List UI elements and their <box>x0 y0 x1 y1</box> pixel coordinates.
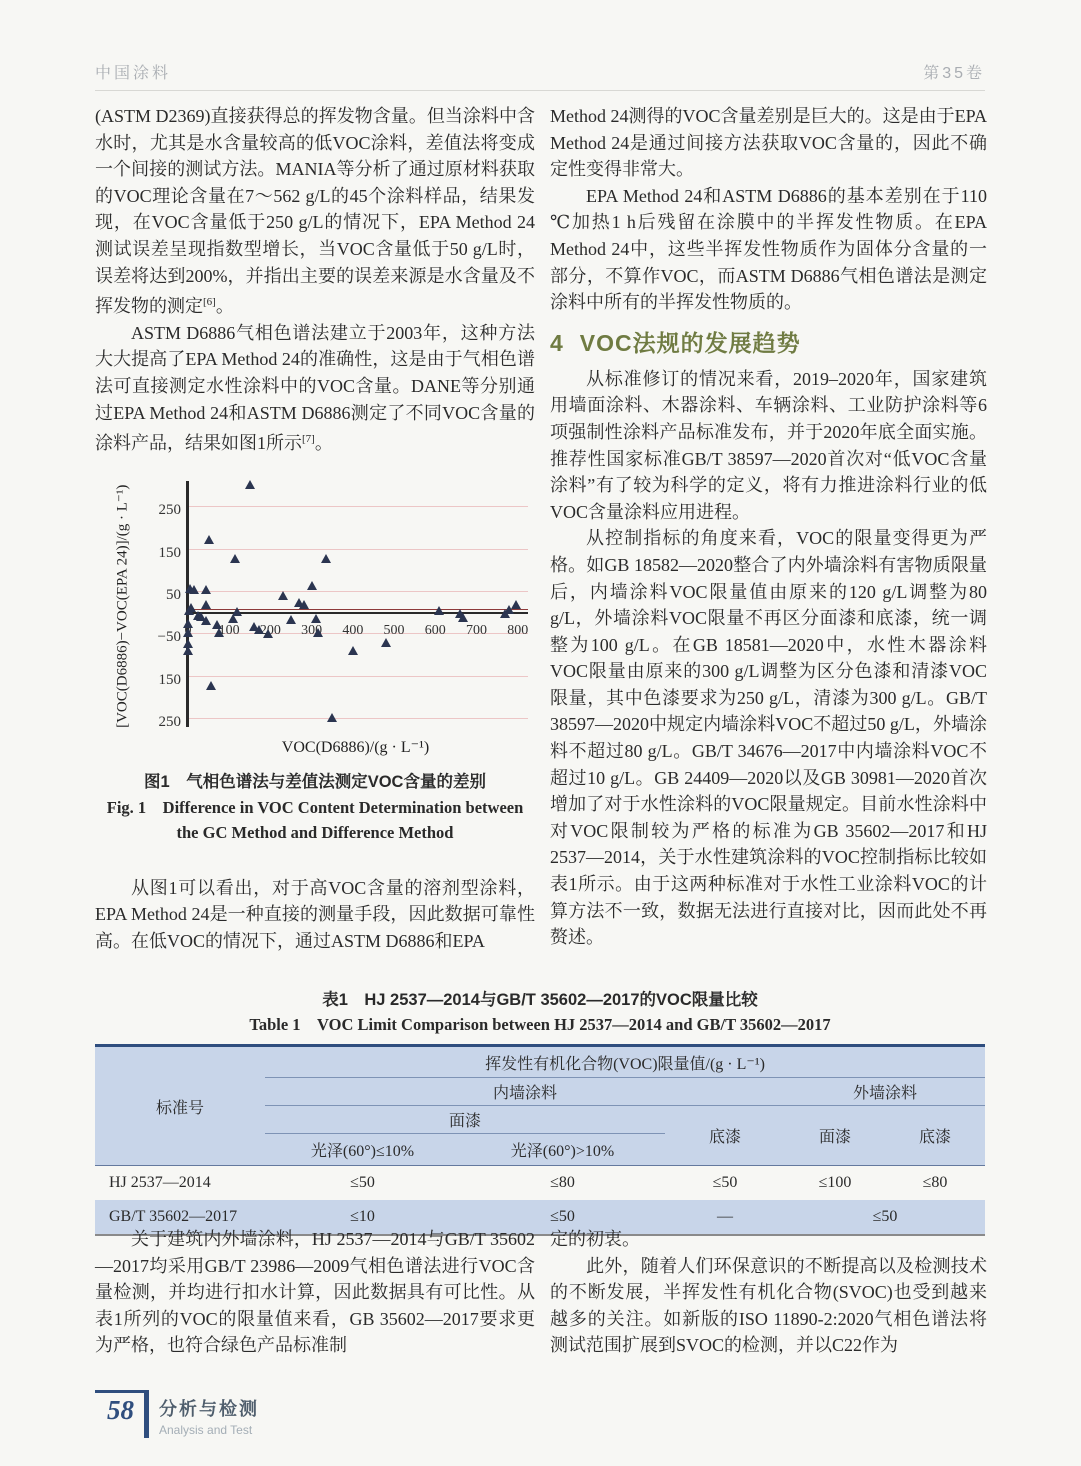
data-point-triangle <box>434 606 444 615</box>
header-gloss-low: 光泽(60°)≤10% <box>265 1134 460 1166</box>
paragraph-text: 。 <box>215 296 234 317</box>
header-exterior: 外墙涂料 <box>785 1078 985 1106</box>
cell-value: ≤50 <box>550 1208 575 1225</box>
table1-section <box>95 988 985 1236</box>
paragraph <box>95 320 535 457</box>
page-header <box>95 60 985 83</box>
data-point-triangle <box>458 613 468 622</box>
paragraph-text: ASTM D6886气相色谱法建立于2003年，这种方法大大提高了EPA Method 24的准确性，这是由于气相色谱法可直接测定水性涂料中的VOC含量。DANE等分别通过EPA Method 24和ASTM D6886测定了不同VOC含量的涂料产品，结果如图1所示 <box>95 322 535 454</box>
table-header <box>95 1046 985 1166</box>
paragraph: 从控制指标的角度来看，VOC的限量变得更为严格。如GB 18582—2020整合了内外墙涂料有害物质限量后，内墙涂料VOC限量值由原来的120 g/L调整为80 g/L，外墙涂料VOC限量不再区分面漆和底漆，统一调整为100 g/L。在GB 18581—2020中，水性木器涂料VOC限量由原来的300 g/L调整为区分色漆和清漆VOC限量，其中色漆要求为250 g/L，清漆为300 g/L。GB/T 38597—2020中规定内墙涂料VOC不超过50 g/L，外墙涂料不超过80 g/L。GB/T 34676—2017中内墙涂料VOC不超过10 g/L。GB 24409—2020以及GB 30981—2020首次增加了对于水性涂料的VOC限量规定。目前水性涂料中对VOC限制较为严格的标准为GB 35602—2017和HJ 2537—2014，关于水性建筑涂料的VOC控制指标比较如表1所示。由于这两种标准对于水性工业涂料VOC的计算方法不一致，数据无法进行直接对比，因而此处不再赘述。 <box>550 528 987 948</box>
section-title: VOC法规的发展趋势 <box>579 329 801 356</box>
paragraph: 定的初衷。 <box>550 1229 640 1249</box>
cell-value: ≤50 <box>872 1208 898 1225</box>
page-footer <box>95 1390 259 1438</box>
grid-line <box>188 549 528 550</box>
x-tick-label: 700 <box>465 623 487 639</box>
footer-section-zh: 分析与检测 <box>159 1399 259 1419</box>
cell-value: ≤80 <box>922 1174 948 1191</box>
data-point-triangle <box>183 619 193 628</box>
data-point-triangle <box>263 629 273 638</box>
header-gloss-high: 光泽(60°)>10% <box>460 1134 665 1166</box>
paragraph-text: (ASTM D2369)直接获得总的挥发物含量。但当涂料中含水时，尤其是水含量较高的低VOC涂料，差值法将变成一个间接的测试方法。MANIA等分析了通过原材料获取的VOC理论含量在7～562 g/L的45个涂料样品，结果发现，在VOC含量低于250 g/L的情况下，EPA Method 24测试误差呈现指数型增长，当VOC含量低于50 g/L时，误差将达到200%，并指出主要的误差来源是水含量及不挥发物的测定 <box>95 106 535 317</box>
cell-standard: GB/T 35602—2017 <box>109 1208 238 1225</box>
figure-caption <box>95 769 535 845</box>
header-ext-primer: 底漆 <box>885 1106 985 1166</box>
paragraph-text: 。 <box>314 433 333 454</box>
data-point-triangle <box>321 554 331 563</box>
data-point-triangle <box>204 535 214 544</box>
data-point-triangle <box>228 614 238 623</box>
y-tick-label: 50 <box>166 586 181 603</box>
data-point-triangle <box>348 646 358 655</box>
x-tick-label: 500 <box>383 623 405 639</box>
paragraph: 从图1可以看出，对于高VOC含量的溶剂型涂料，EPA Method 24是一种直接的测量手段，因此数据可靠性高。在低VOC的情况下，通过ASTM D6886和EPA <box>95 877 535 951</box>
data-point-triangle <box>245 480 255 489</box>
header-ext-topcoat: 面漆 <box>785 1106 885 1166</box>
data-point-triangle <box>201 585 211 594</box>
citation-ref: [6] <box>203 296 216 309</box>
data-point-triangle <box>313 628 323 637</box>
y-tick-label: 150 <box>158 544 181 561</box>
table-row <box>95 1166 985 1201</box>
data-point-triangle <box>286 615 296 624</box>
bottom-left-column <box>95 1226 535 1359</box>
grid-line <box>188 591 528 592</box>
left-column <box>95 103 535 955</box>
section-heading-4 <box>550 328 987 358</box>
cell-standard: HJ 2537—2014 <box>109 1174 211 1191</box>
header-primer: 底漆 <box>665 1106 785 1166</box>
figure-caption-en-line2: the GC Method and Difference Method <box>176 822 454 842</box>
chart-x-axis-title: VOC(D6886)/(g · L⁻¹) <box>281 738 430 756</box>
section-number: 4 <box>550 329 564 356</box>
cell-value: ≤100 <box>818 1174 852 1191</box>
page-number-box <box>95 1390 149 1438</box>
data-point-triangle <box>307 581 317 590</box>
data-point-triangle <box>230 554 240 563</box>
data-point-triangle <box>206 681 216 690</box>
y-tick-label: −50 <box>157 629 181 646</box>
data-point-triangle <box>201 600 211 609</box>
data-point-triangle <box>214 628 224 637</box>
paragraph: 此外，随着人们环保意识的不断提高以及检测技术的不断发展，半挥发性有机化合物(SVOC)也受到越来越多的关注。如新版的ISO 11890-2:2020气相色谱法将测试范围扩展到SVOC的检测，并以C22作为 <box>550 1255 987 1356</box>
page-number: 58 <box>107 1395 134 1425</box>
header-voc-limit: 挥发性有机化合物(VOC)限量值/(g · L⁻¹) <box>265 1046 985 1078</box>
paragraph <box>95 103 535 320</box>
y-tick-label: 250 <box>158 714 181 731</box>
paragraph: EPA Method 24和ASTM D6886的基本差别在于110 ℃加热1 h后残留在涂膜中的半挥发性物质。在EPA Method 24中，这些半挥发性物质作为固体分含量的一部分，不算作VOC，而ASTM D6886气相色谱法是测定涂料中所有的半挥发性物质的。 <box>550 185 987 313</box>
figure-caption-zh: 图1 气相色谱法与差值法测定VOC含量的差别 <box>144 772 486 791</box>
x-tick-label: 400 <box>342 623 364 639</box>
table-caption-zh: 表1 HJ 2537—2014与GB/T 35602—2017的VOC限量比较 <box>322 991 758 1009</box>
header-standard: 标准号 <box>95 1046 265 1166</box>
cell-value: ≤50 <box>350 1174 375 1191</box>
header-topcoat: 面漆 <box>265 1106 665 1134</box>
data-point-triangle <box>511 600 521 609</box>
table-caption-en: Table 1 VOC Limit Comparison between HJ 2537—2014 and GB/T 35602—2017 <box>249 1015 831 1034</box>
data-point-triangle <box>327 713 337 722</box>
volume-label: 第35卷 <box>923 65 985 82</box>
data-point-triangle <box>189 585 199 594</box>
data-point-triangle <box>299 600 309 609</box>
x-tick-label: 100 <box>218 623 240 639</box>
data-point-triangle <box>183 628 193 637</box>
grid-line <box>188 506 528 507</box>
header-interior: 内墙涂料 <box>265 1078 785 1106</box>
x-tick-label: 800 <box>507 623 529 639</box>
data-point-triangle <box>311 614 321 623</box>
cell-value: ≤80 <box>550 1174 575 1191</box>
grid-line <box>188 718 528 719</box>
citation-ref: [7] <box>302 433 315 446</box>
figure-caption-en-line1: Fig. 1 Difference in VOC Content Determination between <box>106 797 524 817</box>
cell-value: ≤50 <box>712 1174 738 1191</box>
data-point-triangle <box>381 638 391 647</box>
x-tick-label: 0 <box>184 623 192 639</box>
paragraph: Method 24测得的VOC含量差别是巨大的。这是由于EPA Method 24是通过间接方法获取VOC含量的，因此不确定性变得非常大。 <box>550 106 987 180</box>
x-tick-label: 600 <box>424 623 446 639</box>
cell-value: ≤10 <box>350 1208 375 1225</box>
y-tick-label: 250 <box>158 502 181 519</box>
cell-value: — <box>717 1208 733 1225</box>
right-column <box>550 103 987 951</box>
voc-limit-table <box>95 1044 985 1236</box>
paragraph: 从标准修订的情况来看，2019–2020年，国家建筑用墙面涂料、木器涂料、车辆涂料、工业防护涂料等6项强制性涂料产品标准发布，并于2020年底全面实施。推荐性国家标准GB/T 38597—2020首次对“低VOC含量涂料”有了较为科学的定义，将有力推进涂料行业的低VOC含量涂料应用进程。 <box>550 368 987 522</box>
x-tick-label: 300 <box>301 623 323 639</box>
data-point-triangle <box>183 646 193 655</box>
header-rule <box>95 90 985 91</box>
footer-section-en: Analysis and Test <box>159 1423 253 1437</box>
grid-line <box>188 676 528 677</box>
journal-title: 中国涂料 <box>95 65 172 82</box>
data-point-triangle <box>201 616 211 625</box>
chart-y-axis-title: [VOC(D6886)−VOC(EPA 24)]/(g · L⁻¹) <box>114 484 131 728</box>
scatter-chart-figure1 <box>105 475 535 763</box>
data-point-triangle <box>278 591 288 600</box>
paragraph: 关于建筑内外墙涂料，HJ 2537—2014与GB/T 35602—2017均采用GB/T 23986—2009气相色谱法进行VOC含量检测，并均进行扣水计算，因此数据具有可比性。从表1所列的VOC的限量值来看，GB 35602—2017要求更为严格，也符合绿色产品标准制 <box>95 1229 535 1356</box>
footer-section <box>159 1390 259 1437</box>
bottom-right-column <box>550 1226 987 1359</box>
y-tick-label: 150 <box>158 671 181 688</box>
x-tick-label: 200 <box>259 623 281 639</box>
